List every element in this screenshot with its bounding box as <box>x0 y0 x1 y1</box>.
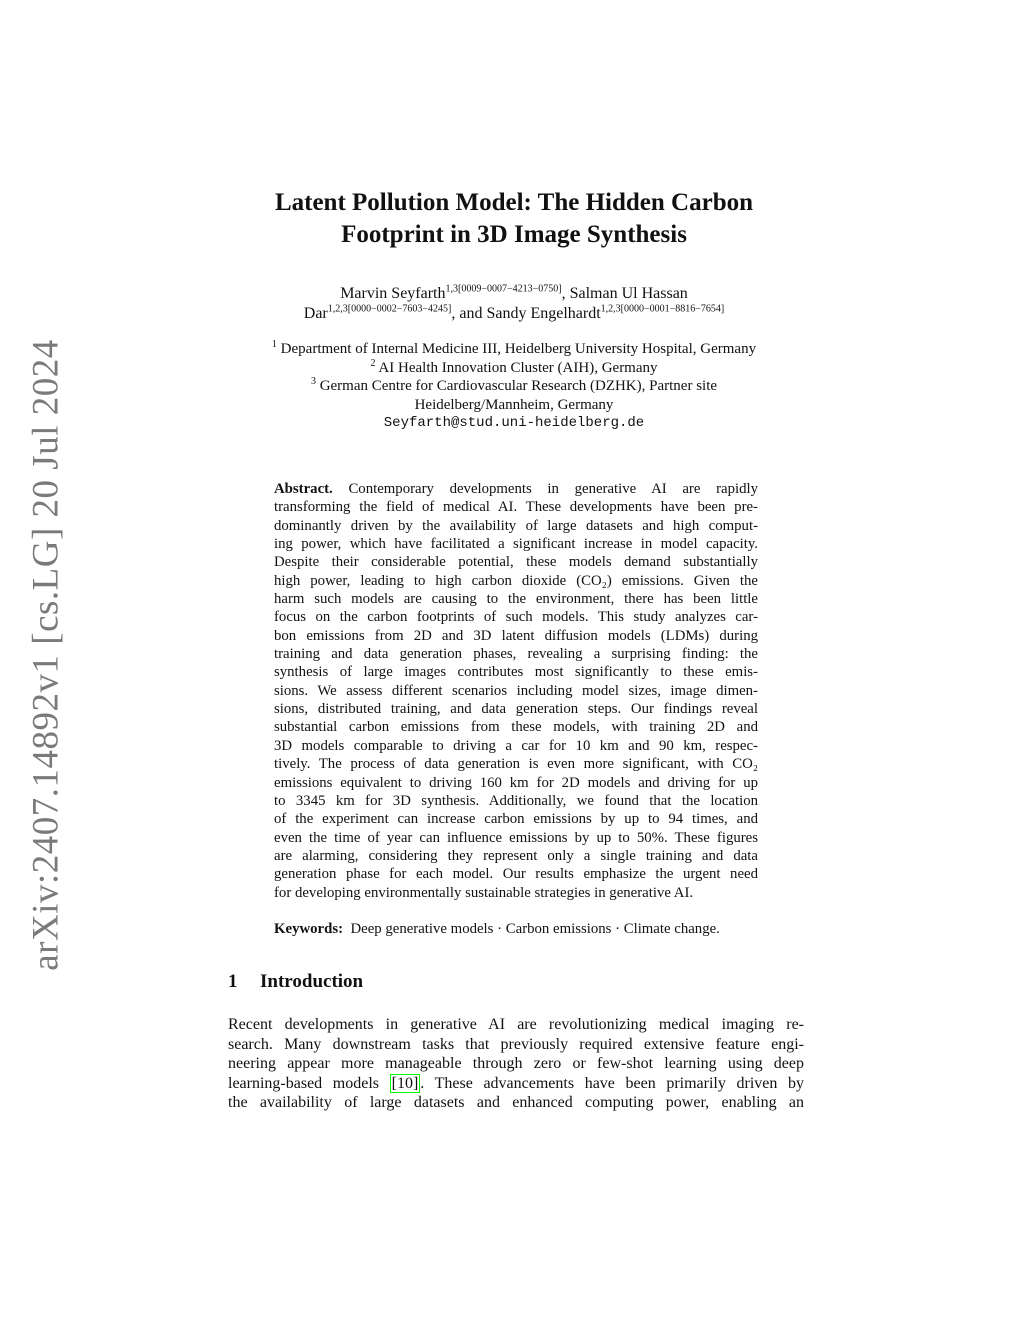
abstract-line: to 3345 km for 3D synthesis. Additionally, we found that the location <box>274 792 758 809</box>
affiliation-number: 1 <box>271 339 277 350</box>
author-affiliation-orcid: 1,2,3[0000−0002−7603−4245] <box>327 303 452 315</box>
abstract-line: dominantly driven by the availability of large datasets and high comput- <box>274 517 758 534</box>
title-line: Footprint in 3D Image Synthesis <box>341 221 687 248</box>
abstract-line: transforming the field of medical AI. These developments have been pre- <box>274 499 758 516</box>
affiliation <box>214 340 814 359</box>
body-line: the availability of large datasets and enhanced computing power, enabling an <box>228 1094 804 1111</box>
title-line: Latent Pollution Model: The Hidden Carbon <box>274 189 754 216</box>
abstract-line: 3D models comparable to driving a car for 10 km and 90 km, respec- <box>274 737 758 754</box>
abstract-line: focus on the carbon footprints of such models. This study analyzes car- <box>274 609 758 626</box>
abstract-line: sions, distributed training, and data generation steps. Our findings reveal <box>274 701 758 718</box>
section-heading <box>228 971 363 993</box>
keywords <box>274 920 774 938</box>
author-affiliation-orcid: 1,2,3[0000−0001−8816−7654] <box>600 303 725 315</box>
author-list <box>214 284 814 324</box>
author-name: , and Sandy Engelhardt <box>451 305 601 322</box>
arxiv-identifier: arXiv:2407.14892v1 [cs.LG] 20 Jul 2024 <box>25 339 67 971</box>
keywords-label: Keywords: <box>274 921 344 937</box>
author-line <box>214 284 814 304</box>
affiliation-text: German Centre for Cardiovascular Research (DZHK), Partner site <box>319 378 718 394</box>
abstract-line: even the time of year can influence emissions by up to 50%. These figures <box>274 829 758 846</box>
body-line: neering appear more manageable through zero or few-shot learning using deep <box>228 1055 804 1072</box>
affiliation <box>214 359 814 378</box>
section-number: 1 <box>228 971 238 992</box>
abstract-label: Abstract. <box>274 481 333 497</box>
author-name: Dar <box>303 305 328 322</box>
author-affiliation-orcid: 1,3[0009−0007−4213−0750] <box>445 283 562 295</box>
affiliation-continued: Heidelberg/Mannheim, Germany <box>414 396 614 413</box>
body-line: learning-based models [10] . These advancements have been primarily driven by <box>228 1074 804 1092</box>
abstract <box>274 480 758 902</box>
paper-title <box>214 187 814 251</box>
body-line: Recent developments in generative AI are revolutionizing medical imaging re- <box>228 1016 804 1033</box>
author-name: Marvin Seyfarth <box>340 285 446 302</box>
abstract-line: bon emissions from 2D and 3D latent diffusion models (LDMs) during <box>274 627 758 644</box>
contact-email[interactable]: Seyfarth@stud.uni-heidelberg.de <box>383 415 645 431</box>
affiliation-number: 2 <box>370 357 376 369</box>
citation-link[interactable]: [10] <box>391 1074 419 1092</box>
abstract-line: generation phase for each model. Our results emphasize the urgent need <box>274 866 758 883</box>
abstract-line: sions. We assess different scenarios including model sizes, image dimen- <box>274 682 758 699</box>
abstract-line: ing power, which have facilitated a significant increase in model capacity. <box>274 536 758 553</box>
affiliation <box>214 377 814 396</box>
abstract-line: are alarming, considering they represent only a single training and data <box>274 847 758 864</box>
keywords-text: Deep generative models · Carbon emissions · Climate change. <box>350 921 720 937</box>
affiliation-text: AI Health Innovation Cluster (AIH), Germany <box>378 359 658 376</box>
abstract-line: high power, leading to high carbon dioxide (CO₂) emissions. Given the <box>274 572 758 589</box>
affiliation-number: 3 <box>310 376 316 387</box>
author-line <box>214 304 814 324</box>
introduction-paragraph <box>228 1015 804 1113</box>
body-line: search. Many downstream tasks that previously required extensive feature engi- <box>228 1035 804 1053</box>
abstract-line: emissions equivalent to driving 160 km for 2D models and driving for up <box>274 774 758 791</box>
abstract-line: for developing environmentally sustainable strategies in generative AI. <box>274 884 694 901</box>
abstract-line: Despite their considerable potential, these models demand substantially <box>274 554 758 571</box>
abstract-line: of the experiment can increase carbon emissions by up to 94 times, and <box>274 811 758 828</box>
abstract-line: harm such models are causing to the environment, there has been little <box>274 591 758 608</box>
abstract-line: substantial carbon emissions from these models, with training 2D and <box>274 719 758 736</box>
affiliation-text: Department of Internal Medicine III, Heidelberg University Hospital, Germany <box>280 341 757 357</box>
author-name: , Salman Ul Hassan <box>561 285 688 302</box>
affiliation-list <box>214 340 814 433</box>
abstract-line: synthesis of large images contributes most significantly to these emis- <box>274 664 758 681</box>
abstract-line: training and data generation phases, revealing a surprising finding: the <box>274 646 758 663</box>
section-title: Introduction <box>260 971 364 992</box>
abstract-line: Abstract. Contemporary developments in generative AI are rapidly <box>274 481 758 497</box>
abstract-line: tively. The process of data generation is even more significant, with CO₂ <box>274 756 758 773</box>
